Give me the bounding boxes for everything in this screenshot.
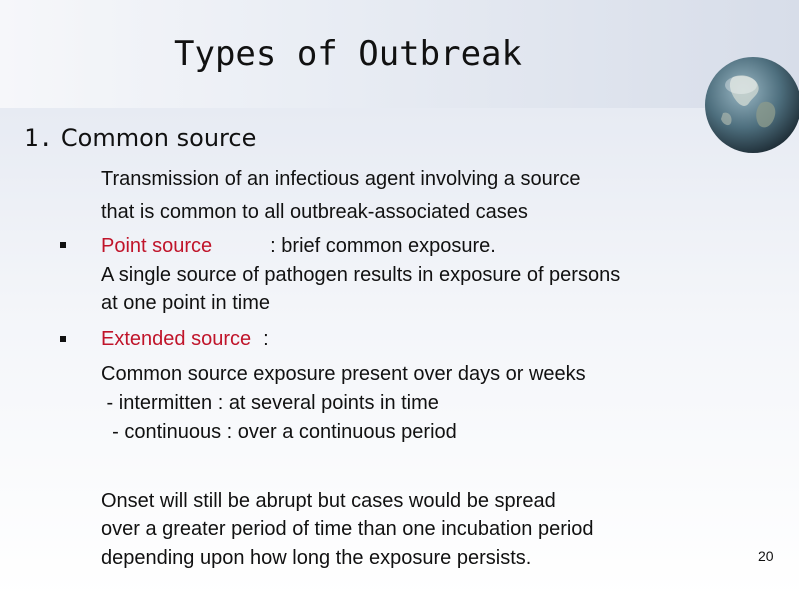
extended-source-line-3: - intermitten : at several points in time xyxy=(101,392,439,414)
intro-line-2: that is common to all outbreak-associated cases xyxy=(101,201,528,223)
earth-globe-icon xyxy=(703,55,799,155)
extended-source-line-4: - continuous : over a continuous period xyxy=(101,421,457,443)
slide-title: Types of Outbreak xyxy=(174,34,522,74)
square-bullet-icon xyxy=(60,336,66,342)
point-source-line xyxy=(101,234,496,258)
square-bullet-icon xyxy=(60,242,66,248)
onset-line-1: Onset will still be abrupt but cases would be spread xyxy=(101,490,556,512)
page-number: 20 xyxy=(758,548,774,564)
section-heading xyxy=(24,124,256,153)
point-source-label: Point source xyxy=(101,235,213,257)
extended-source-label: Extended source xyxy=(101,328,252,350)
onset-line-3: depending upon how long the exposure persists. xyxy=(101,547,532,569)
point-source-desc: : brief common exposure. xyxy=(270,235,496,257)
intro-line-1: Transmission of an infectious agent involving a source xyxy=(101,168,581,190)
onset-line-2: over a greater period of time than one incubation period xyxy=(101,518,594,540)
point-source-line-3: at one point in time xyxy=(101,292,270,314)
extended-source-colon: : xyxy=(263,328,269,350)
heading-text: Common source xyxy=(60,124,257,152)
extended-source-line-2: Common source exposure present over days or weeks xyxy=(101,363,586,385)
extended-source-line xyxy=(101,327,269,351)
heading-number: 1. xyxy=(24,124,53,152)
point-source-line-2: A single source of pathogen results in exposure of persons xyxy=(101,264,621,286)
